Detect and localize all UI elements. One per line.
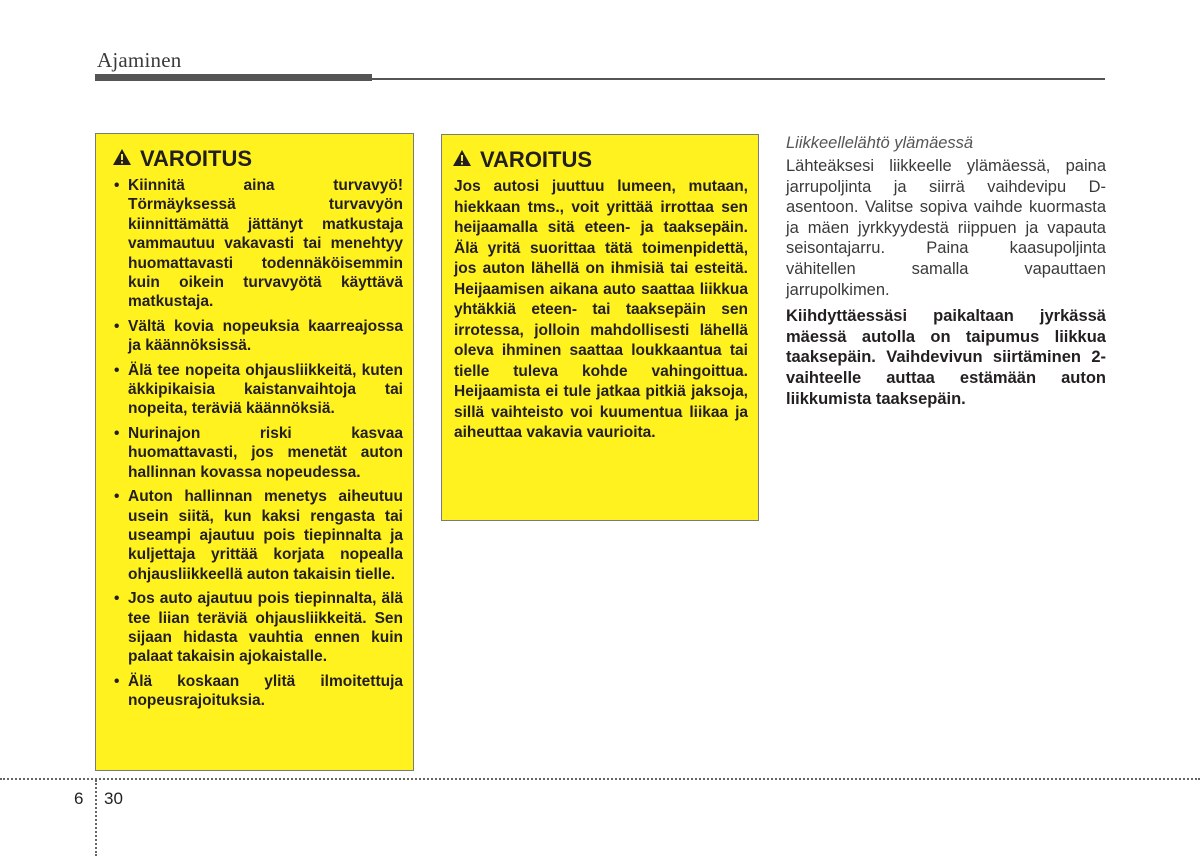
header-rule-thin [372,78,1105,80]
warning-item: • Auton hallinnan menetys aiheutuu usein siitä, kun kaksi rengasta tai useampi ajautuu pois tiepinnalta ja kuljettaja yrittää korjata nopealla ohjausliikkeellä auton takaisin tielle. [114,487,403,584]
warning-item: • Vältä kovia nopeuksia kaarreajossa ja käännöksissä. [114,317,403,356]
section-paragraph-bold: Kiihdyttäessäsi paikaltaan jyrkässä mäessä autolla on taipumus liikkua taaksepäin. Vaihdevivun siirtäminen 2-vaihteelle auttaa estämään auton liikkumista taaksepäin. [786,307,1106,408]
warning-triangle-icon [112,146,132,172]
warning-item: • Nurinajon riski kasvaa huomattavasti, jos menetät auton hallinnan kovassa nopeudessa. [114,424,403,482]
page-number: 30 [104,789,123,808]
warning-text: Jos autosi juuttuu lumeen, mutaan, hiekkaan tms., voit yrittää irrottaa sen heijaamalla sitä eteen- ja taaksepäin. Älä yritä suorittaa tätä toimenpidettä, jos auton lähellä on ihmisiä tai esteitä. Heijaamisen aikana auto saattaa liikkua yhtäkkiä eteen- tai taaksepäin sen irrotessa, jolloin mahdollisesti lähellä oleva ihminen saattaa loukkaantua tai tielle tuleva kohde vahingoittua. Heijaamista ei tule jatkaa pitkiä jaksoja, sillä vaihteisto voi kuumentua liikaa ja aiheuttaa vakavia vaurioita. [454,178,748,441]
header-rule-thick [95,74,372,81]
header-title: Ajaminen [97,48,182,72]
warning-header [112,146,403,172]
warning-title: VAROITUS [140,146,253,171]
section-heading: Liikkeellelähtö ylämäessä [786,134,974,152]
footer-divider [0,778,1200,780]
footer-vertical-divider [95,780,97,856]
warning-header [452,147,748,173]
warning-item: • Kiinnitä aina turvavyö! Törmäyksessä turvavyön kiinnittämättä jättänyt matkustaja vammautuu vakavasti tai menehtyy huomattavasti todennäköisemmin kuin oikein turvavyötä käyttävä matkustaja. [114,176,403,312]
section-paragraph: Lähteäksesi liikkeelle ylämäessä, paina jarrupoljinta ja siirrä vaihdevipu D-asentoon. Valitse sopiva vaihde kuormasta ja mäen jyrkkyydestä riippuen ja vapauta seisontajarru. Paina kaasupoljinta vähitellen samalla vapauttaen jarrupolkimen. [786,157,1106,299]
warning-list [114,176,403,711]
chapter-number: 6 [74,789,84,808]
warning-box-safety [95,133,414,771]
warning-box-stuck-vehicle [441,134,759,521]
warning-triangle-icon [452,147,472,173]
warning-item: • Älä tee nopeita ohjausliikkeitä, kuten äkkipikaisia kaistanvaihtoja tai nopeita, teräviä käännöksiä. [114,361,403,419]
section-uphill-start [786,132,1106,409]
warning-title: VAROITUS [480,147,593,172]
warning-item: • Jos auto ajautuu pois tiepinnalta, älä tee liian teräviä ohjausliikkeitä. Sen sijaan hidasta vauhtia ennen kuin palaat takaisin ajokaistalle. [114,589,403,667]
warning-item: • Älä koskaan ylitä ilmoitettuja nopeusrajoituksia. [114,672,403,711]
